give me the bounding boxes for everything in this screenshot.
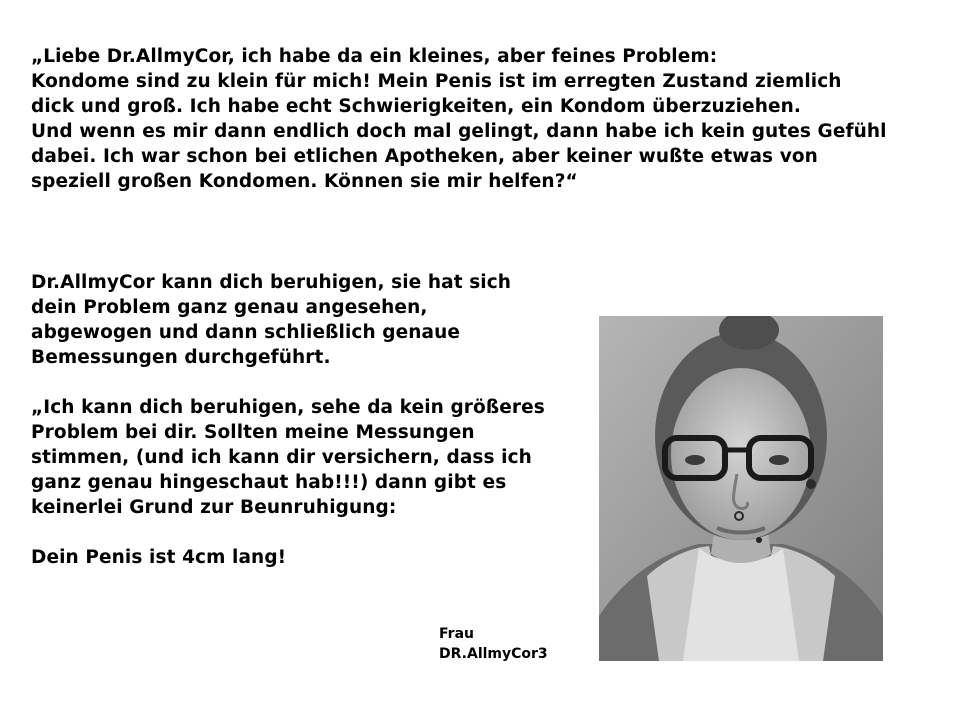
letter-line: Und wenn es mir dann endlich doch mal gelingt, dann habe ich kein gutes Gefühl: [31, 121, 887, 142]
reply-line: „Ich kann dich beruhigen, sehe da kein größeres: [31, 397, 545, 418]
reply-line: stimmen, (und ich kann dir versichern, dass ich: [31, 447, 532, 468]
letter-line: dabei. Ich war schon bei etlichen Apotheken, aber keiner wußte etwas von: [31, 146, 818, 167]
portrait-photo: [599, 316, 883, 661]
scarf-shape: [683, 548, 799, 661]
reply-paragraph-1: [31, 270, 576, 370]
letter-line: speziell großen Kondomen. Können sie mir helfen?“: [31, 171, 578, 192]
reply-line: Dein Penis ist 4cm lang!: [31, 547, 287, 568]
reply-line: keinerlei Grund zur Beunruhigung:: [31, 497, 397, 518]
reply-line: dein Problem ganz genau angesehen,: [31, 297, 428, 318]
reply-line: Problem bei dir. Sollten meine Messungen: [31, 422, 475, 443]
paragraph-gap: [31, 370, 576, 395]
earring: [806, 479, 816, 489]
signature-line-2: DR.AllmyCor3: [439, 646, 548, 662]
letter-line: dick und groß. Ich habe echt Schwierigkeiten, ein Kondom überzuziehen.: [31, 96, 802, 117]
signature-line-1: Frau: [439, 626, 474, 642]
reply-line: Bemessungen durchgeführt.: [31, 347, 331, 368]
reply-paragraph-3: [31, 545, 576, 570]
lip-piercing: [756, 537, 762, 543]
reader-letter: [31, 44, 941, 194]
letter-line: „Liebe Dr.AllmyCor, ich habe da ein kleines, aber feines Problem:: [31, 46, 718, 67]
paragraph-gap: [31, 520, 576, 545]
doctor-reply: [31, 270, 576, 570]
portrait-illustration: [599, 316, 883, 661]
face-shape: [671, 368, 811, 540]
signature: [439, 624, 548, 664]
left-eye: [685, 455, 705, 465]
reply-line: Dr.AllmyCor kann dich beruhigen, sie hat sich: [31, 272, 512, 293]
reply-line: ganz genau hingeschaut hab!!!) dann gibt es: [31, 472, 507, 493]
reply-paragraph-2: [31, 395, 576, 520]
reply-line: abgewogen und dann schließlich genaue: [31, 322, 461, 343]
right-eye: [769, 455, 789, 465]
letter-line: Kondome sind zu klein für mich! Mein Penis ist im erregten Zustand ziemlich: [31, 71, 842, 92]
